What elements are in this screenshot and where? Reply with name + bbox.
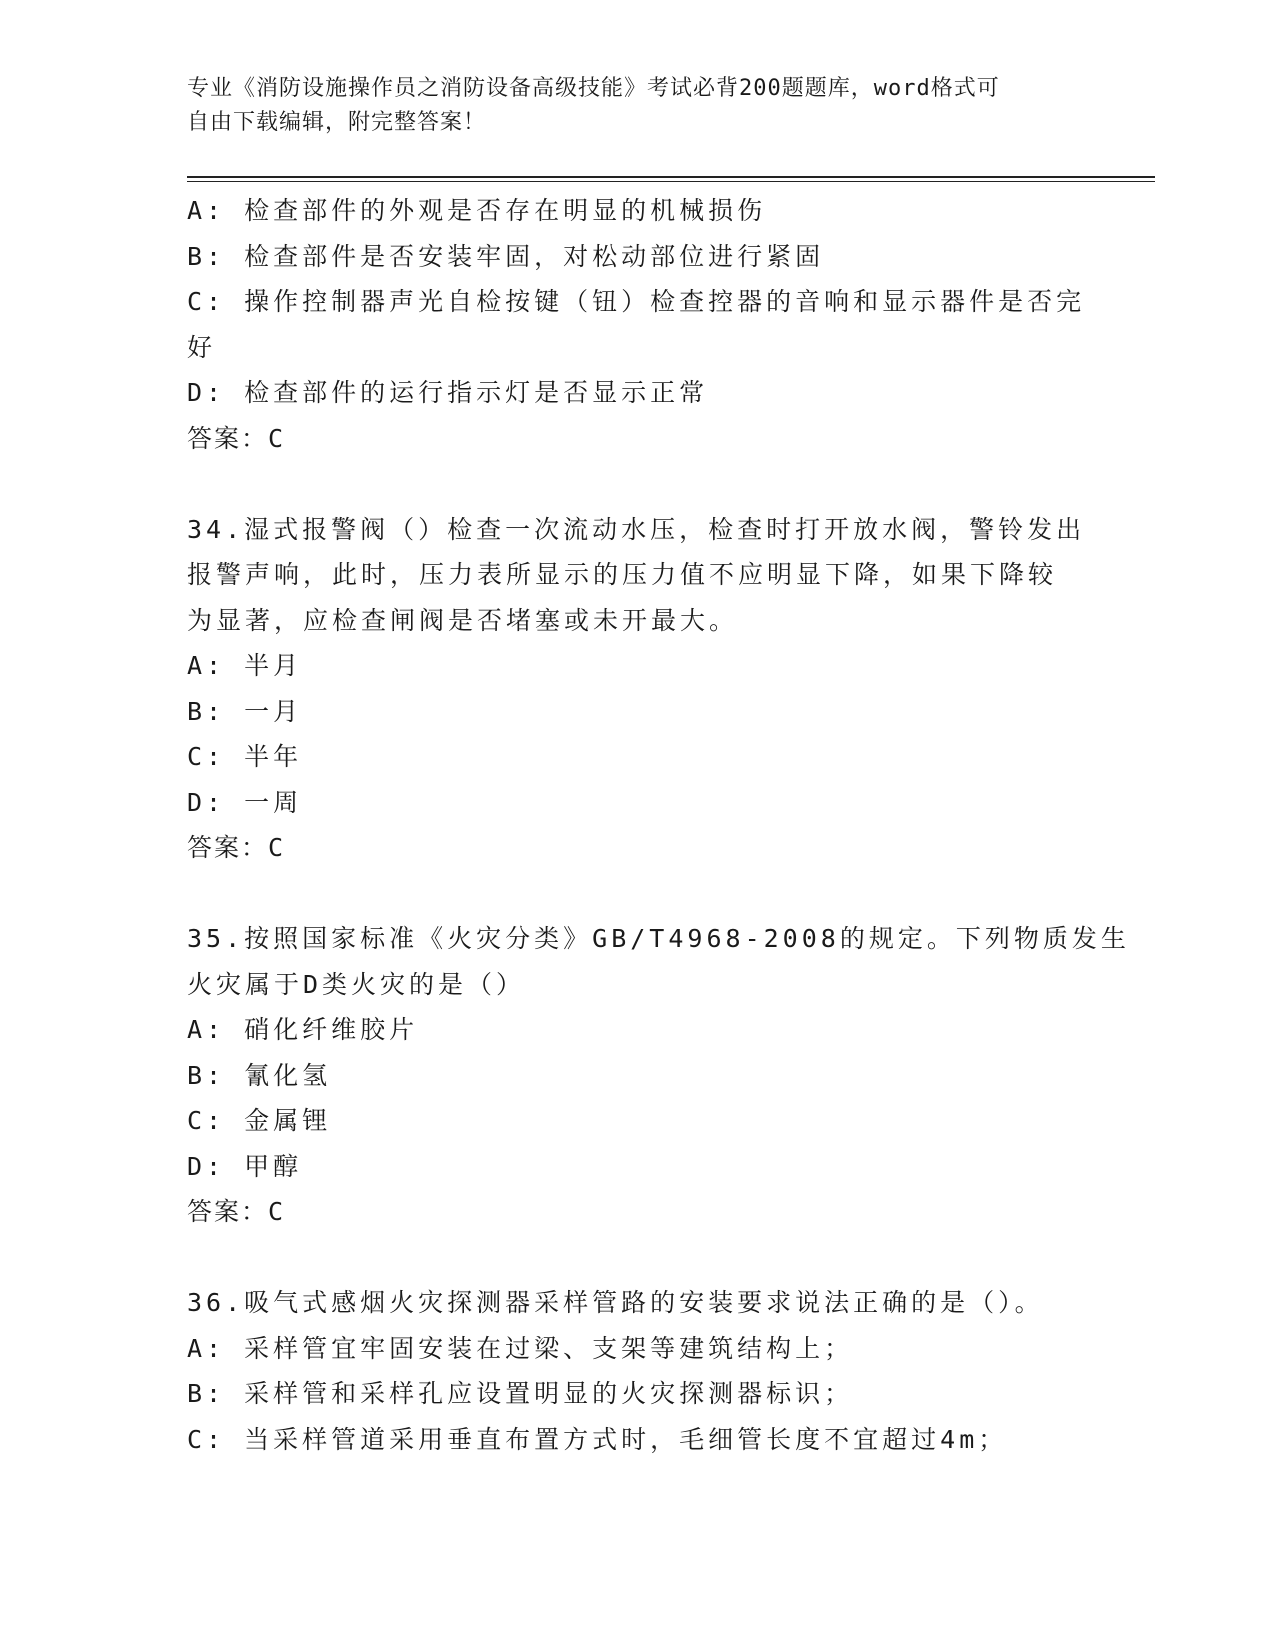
option-d: D: 甲醇: [187, 1151, 303, 1181]
question-36: [187, 1280, 1087, 1462]
option-a: A: 检查部件的外观是否存在明显的机械损伤: [187, 196, 767, 225]
option-d: D: 一周: [187, 787, 303, 817]
header-divider-thick: [187, 176, 1155, 178]
question-stem-continued: 为显著，应检查闸阀是否堵塞或未开最大。: [187, 605, 739, 635]
question-stem-continued: 火灾属于D类火灾的是（）: [187, 969, 526, 999]
option-b: B: 采样管和采样孔应设置明显的火灾探测器标识；: [187, 1379, 854, 1408]
answer-line: 答案：C: [187, 833, 286, 862]
option-a: A: 半月: [187, 651, 303, 680]
question-stem: 36.吸气式感烟火灾探测器采样管路的安装要求说法正确的是（）。: [187, 1288, 1044, 1317]
option-b: B: 检查部件是否安装牢固，对松动部位进行紧固: [187, 241, 825, 271]
spacer: [187, 1235, 1087, 1281]
option-c-continued: 好: [187, 332, 217, 362]
option-c: C: 半年: [187, 742, 303, 771]
question-35: [187, 916, 1130, 1235]
question-34: [187, 507, 1087, 871]
answer-line: 答案：C: [187, 1197, 286, 1226]
option-d: D: 检查部件的运行指示灯是否显示正常: [187, 378, 709, 407]
option-b: B: 氰化氢: [187, 1060, 332, 1090]
question-stem: 35.按照国家标准《火灾分类》GB/T4968-2008的规定。下列物质发生: [187, 924, 1130, 953]
option-a: A: 采样管宜牢固安装在过梁、支架等建筑结构上；: [187, 1333, 854, 1363]
question-stem: 34.湿式报警阀（）检查一次流动水压，检查时打开放水阀，警铃发出: [187, 514, 1086, 544]
header-divider-thin: [187, 181, 1155, 182]
spacer: [187, 461, 1087, 507]
question-33: [187, 188, 1087, 461]
question-list: [187, 188, 1130, 1462]
option-a: A: 硝化纤维胶片: [187, 1015, 419, 1044]
option-c: C: 金属锂: [187, 1106, 332, 1135]
header-line-2: 自由下载编辑，附完整答案！: [187, 110, 487, 135]
option-b: B: 一月: [187, 696, 303, 726]
option-c: C: 当采样管道采用垂直布置方式时，毛细管长度不宜超过4m；: [187, 1424, 1008, 1454]
option-c: C: 操作控制器声光自检按键（钮）检查控器的音响和显示器件是否完: [187, 287, 1086, 316]
question-stem-continued: 报警声响，此时，压力表所显示的压力值不应明显下降，如果下降较: [187, 560, 1058, 589]
answer-line: 答案：C: [187, 423, 286, 453]
header-line-1: 专业《消防设施操作员之消防设备高级技能》考试必背200题题库，word格式可: [187, 76, 1000, 101]
spacer: [187, 871, 1087, 917]
document-header: [187, 72, 1087, 140]
